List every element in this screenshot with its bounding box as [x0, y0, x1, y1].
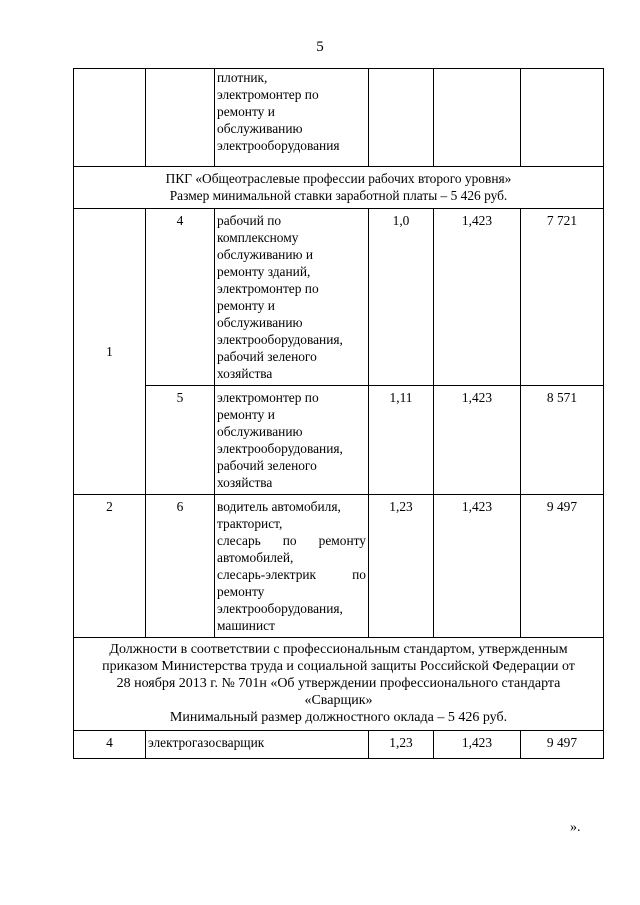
table-cell [434, 69, 521, 167]
table-row [74, 69, 604, 167]
coefficient-cell: 1,423 [434, 386, 521, 495]
salary-cell: 9 497 [521, 495, 604, 638]
group-header-line: приказом Министерства труда и социальной защиты Российской Федерации от [102, 659, 575, 674]
coefficient-cell: 1,423 [434, 495, 521, 638]
position-line: слесарь по ремонту [217, 533, 366, 548]
position-cell [215, 69, 369, 167]
position-line: обслуживанию [217, 315, 303, 330]
position-line: обслуживанию и [217, 247, 314, 262]
salary-cell: 7 721 [521, 209, 604, 386]
position-line: рабочий по [217, 213, 282, 228]
level-cell: 2 [74, 495, 146, 638]
position-line: хозяйства [217, 366, 273, 381]
group-header-line: «Сварщик» [304, 693, 373, 708]
position-line: обслуживанию [217, 121, 303, 136]
position-line: водитель автомобиля, [217, 499, 341, 514]
position-line: слесарь-электрик по [217, 567, 366, 582]
table-cell [74, 69, 146, 167]
group-header-rate: Размер минимальной ставки заработной платы – 5 426 руб. [169, 188, 508, 203]
position-line: рабочий зеленого [217, 458, 317, 473]
table-row [74, 209, 604, 386]
position-line: обслуживанию [217, 424, 303, 439]
group-header-title: ПКГ «Общеотраслевые профессии рабочих второго уровня» [165, 171, 512, 186]
group-header [74, 167, 604, 209]
grade-cell: 4 [74, 731, 146, 759]
position-line: электрооборудования, [217, 601, 343, 616]
coefficient-cell: 1,11 [369, 386, 434, 495]
group-header [74, 638, 604, 731]
grade-cell: 6 [146, 495, 215, 638]
position-line: электромонтер по [217, 390, 319, 405]
table-row [74, 731, 604, 759]
group-header-rate: Минимальный размер должностного оклада – 5 426 руб. [169, 710, 508, 725]
position-line: машинист [217, 618, 275, 633]
position-line: рабочий зеленого [217, 349, 317, 364]
position-line: хозяйства [217, 475, 273, 490]
coefficient-cell: 1,0 [369, 209, 434, 386]
coefficient-cell: 1,423 [434, 731, 521, 759]
position-line: тракторист, [217, 516, 283, 531]
group-header-row [74, 638, 604, 731]
table-row [74, 495, 604, 638]
position-line: электрооборудования [217, 138, 340, 153]
group-header-line: 28 ноября 2013 г. № 701н «Об утверждении профессионального стандарта [116, 676, 561, 691]
coefficient-cell: 1,23 [369, 495, 434, 638]
position-cell: электрогазосварщик [146, 731, 369, 759]
position-line: электромонтер по [217, 281, 319, 296]
table-cell [521, 69, 604, 167]
salary-table [73, 68, 604, 759]
position-line: ремонту и [217, 407, 275, 422]
coefficient-cell: 1,23 [369, 731, 434, 759]
level-cell: 1 [74, 209, 146, 495]
position-line: электрооборудования, [217, 332, 343, 347]
table-cell [369, 69, 434, 167]
position-line: ремонту и [217, 104, 275, 119]
page-number: 5 [316, 39, 324, 55]
table-row [74, 386, 604, 495]
grade-cell: 4 [146, 209, 215, 386]
position-line: электрооборудования, [217, 441, 343, 456]
grade-cell: 5 [146, 386, 215, 495]
position-line: автомобилей, [217, 550, 294, 565]
coefficient-cell: 1,423 [434, 209, 521, 386]
position-line: ремонту зданий, [217, 264, 311, 279]
table-cell [146, 69, 215, 167]
position-line: ремонту и [217, 298, 275, 313]
group-header-line: Должности в соответствии с профессиональным стандартом, утвержденным [109, 642, 568, 657]
group-header-row [74, 167, 604, 209]
position-line: электромонтер по [217, 87, 319, 102]
position-cell [215, 209, 369, 386]
position-line: комплексному [217, 230, 299, 245]
position-line: плотник, [217, 70, 268, 85]
salary-cell: 8 571 [521, 386, 604, 495]
position-cell [215, 495, 369, 638]
position-cell [215, 386, 369, 495]
salary-cell: 9 497 [521, 731, 604, 759]
position-line: ремонту [217, 584, 265, 599]
closing-quote: ». [570, 820, 581, 835]
